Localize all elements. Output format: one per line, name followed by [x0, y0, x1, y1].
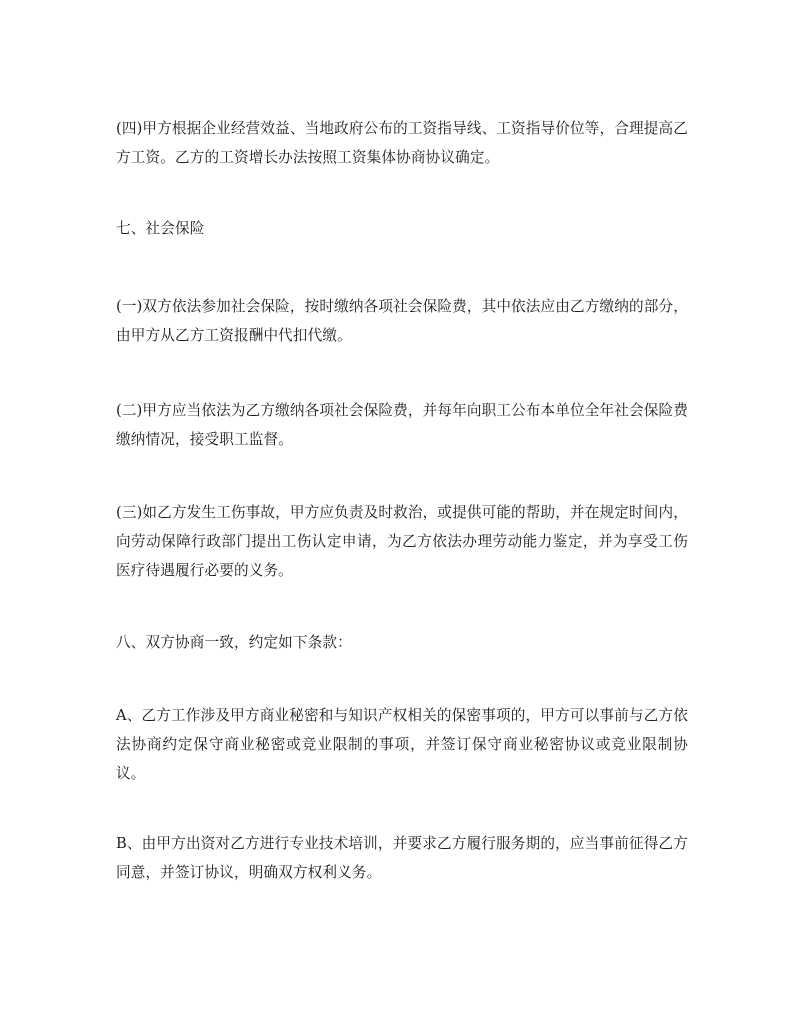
paragraph-insurance-participation: (一)双方依法参加社会保险，按时缴纳各项社会保险费，其中依法应由乙方缴纳的部分，由甲方从乙方工资报酬中代扣代缴。	[116, 298, 688, 344]
paragraph-work-injury: (三)如乙方发生工伤事故，甲方应负责及时救治，或提供可能的帮助，并在规定时间内，向劳动保障行政部门提出工伤认定申请，为乙方依法办理劳动能力鉴定，并为享受工伤医疗待遇履行必要的义务。	[116, 504, 688, 579]
paragraph-training-service: B、由甲方出资对乙方进行专业技术培训，并要求乙方履行服务期的，应当事前征得乙方同意，并签订协议，明确双方权利义务。	[116, 835, 688, 881]
section-heading-agreed-terms: 八、双方协商一致，约定如下条款：	[116, 634, 352, 651]
paragraph-wage-increase: (四)甲方根据企业经营效益、当地政府公布的工资指导线、工资指导价位等，合理提高乙方工资。乙方的工资增长办法按照工资集体协商协议确定。	[116, 120, 688, 166]
paragraph-trade-secrets: A、乙方工作涉及甲方商业秘密和与知识产权相关的保密事项的，甲方可以事前与乙方依法协商约定保守商业秘密或竞业限制的事项，并签订保守商业秘密协议或竞业限制协议。	[116, 707, 688, 782]
paragraph-insurance-payment: (二)甲方应当依法为乙方缴纳各项社会保险费，并每年向职工公布本单位全年社会保险费缴纳情况，接受职工监督。	[116, 402, 688, 448]
section-heading-social-insurance: 七、社会保险	[116, 220, 205, 237]
